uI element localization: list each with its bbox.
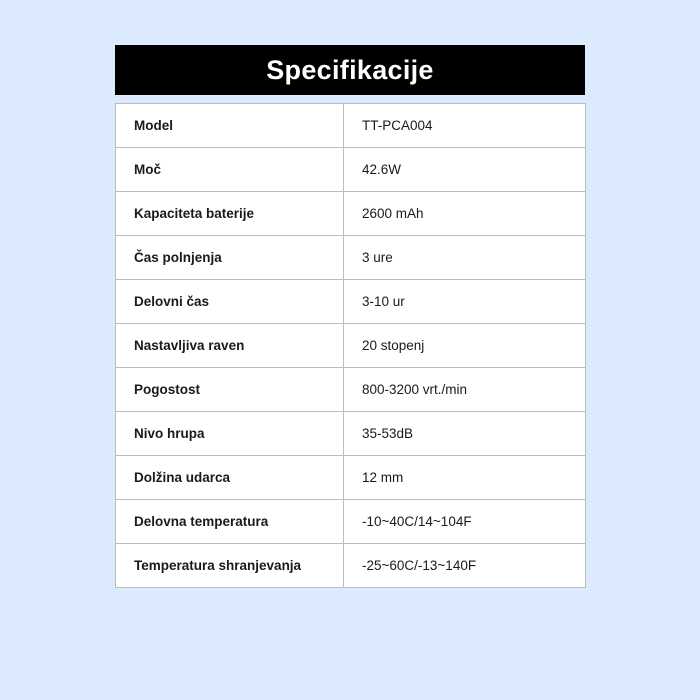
spec-value: 800-3200 vrt./min [344, 368, 586, 412]
spec-label: Dolžina udarca [116, 456, 344, 500]
table-row [116, 104, 586, 148]
spec-value: 35-53dB [344, 412, 586, 456]
spec-value: 42.6W [344, 148, 586, 192]
spec-value: TT-PCA004 [344, 104, 586, 148]
spec-label: Delovna temperatura [116, 500, 344, 544]
table-row [116, 236, 586, 280]
spec-label: Nivo hrupa [116, 412, 344, 456]
spec-label: Pogostost [116, 368, 344, 412]
spec-label: Čas polnjenja [116, 236, 344, 280]
specifications-table [115, 103, 586, 588]
spec-value: -25~60C/-13~140F [344, 544, 586, 588]
table-row [116, 456, 586, 500]
specifications-card [115, 45, 585, 588]
spec-label: Kapaciteta baterije [116, 192, 344, 236]
table-row [116, 192, 586, 236]
table-row [116, 412, 586, 456]
spec-label: Temperatura shranjevanja [116, 544, 344, 588]
spec-value: 3-10 ur [344, 280, 586, 324]
spec-value: 20 stopenj [344, 324, 586, 368]
table-row [116, 368, 586, 412]
spec-value: 2600 mAh [344, 192, 586, 236]
spec-value: 12 mm [344, 456, 586, 500]
spec-value: 3 ure [344, 236, 586, 280]
table-row [116, 500, 586, 544]
spec-label: Delovni čas [116, 280, 344, 324]
page-title: Specifikacije [115, 45, 585, 95]
spec-label: Moč [116, 148, 344, 192]
spec-value: -10~40C/14~104F [344, 500, 586, 544]
table-row [116, 280, 586, 324]
table-row [116, 324, 586, 368]
spec-label: Nastavljiva raven [116, 324, 344, 368]
table-row [116, 544, 586, 588]
table-row [116, 148, 586, 192]
spec-label: Model [116, 104, 344, 148]
